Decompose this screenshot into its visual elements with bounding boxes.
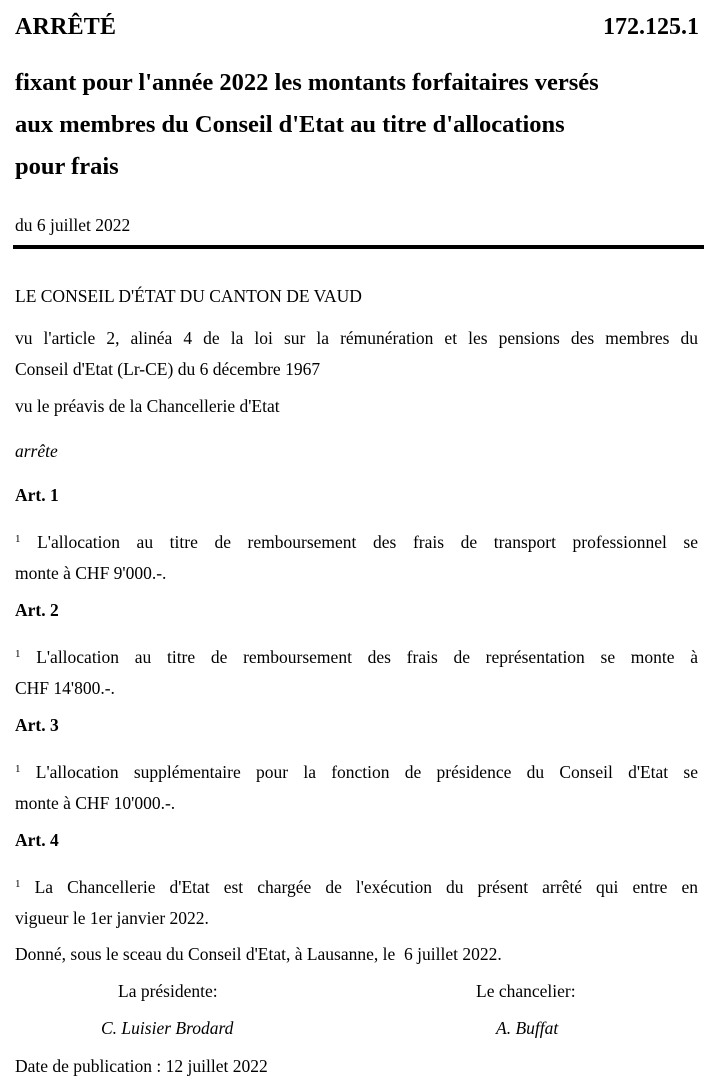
article-line: monte à CHF 10'000.-. [15,793,176,813]
issuing-authority: LE CONSEIL D'ÉTAT DU CANTON DE VAUD [15,286,362,306]
article-line: vigueur le 1er janvier 2022. [15,908,209,928]
article-text: L'allocation au titre de remboursement des frais de représentation se monte à [36,647,698,667]
considerant-line: vu l'article 2, alinéa 4 de la loi sur la rémunération et les pensions des membres du [15,328,698,348]
document-kind: ARRÊTÉ [15,14,117,40]
paragraph-marker: 1 [15,533,21,545]
considerant-line: Conseil d'Etat (Lr-CE) du 6 décembre 1967 [15,359,321,379]
article-line [15,527,698,558]
article-text: La Chancellerie d'Etat est chargée de l'exécution du présent arrêté qui entre en [34,877,698,897]
article-line: monte à CHF 9'000.-. [15,563,167,583]
article-heading: Art. 3 [15,715,59,735]
header-divider [13,245,704,249]
arrete-word: arrête [15,441,58,461]
considerant-2: vu le préavis de la Chancellerie d'Etat [15,396,280,416]
title-line: pour frais [15,153,119,180]
article-paragraph [15,642,698,704]
document-title [15,62,705,188]
paragraph-marker: 1 [15,648,21,660]
article-heading: Art. 2 [15,600,59,620]
article-heading: Art. 1 [15,485,59,505]
article-text: L'allocation supplémentaire pour la fonction de présidence du Conseil d'Etat se [35,762,698,782]
document-code: 172.125.1 [603,14,699,40]
article-line [15,757,698,788]
signature-role-right: Le chancelier: [476,981,576,1001]
article-paragraph [15,527,698,589]
article-line: CHF 14'800.-. [15,678,115,698]
article-line [15,642,698,673]
publication-date: Date de publication : 12 juillet 2022 [15,1056,268,1076]
article-paragraph [15,757,698,819]
considerant-1 [15,323,698,385]
signature-name-left: C. Luisier Brodard [101,1018,234,1038]
article-paragraph [15,872,698,934]
article-line [15,872,698,903]
signature-role-left: La présidente: [118,981,218,1001]
given-statement: Donné, sous le sceau du Conseil d'Etat, à Lausanne, le 6 juillet 2022. [15,944,502,964]
article-text: L'allocation au titre de remboursement des frais de transport professionnel se [37,532,699,552]
title-line: fixant pour l'année 2022 les montants forfaitaires versés [15,69,599,96]
paragraph-marker: 1 [15,878,21,890]
paragraph-marker: 1 [15,763,21,775]
signature-name-right: A. Buffat [496,1018,559,1038]
title-line: aux membres du Conseil d'Etat au titre d'allocations [15,111,565,138]
article-heading: Art. 4 [15,830,59,850]
document-date: du 6 juillet 2022 [15,215,131,235]
